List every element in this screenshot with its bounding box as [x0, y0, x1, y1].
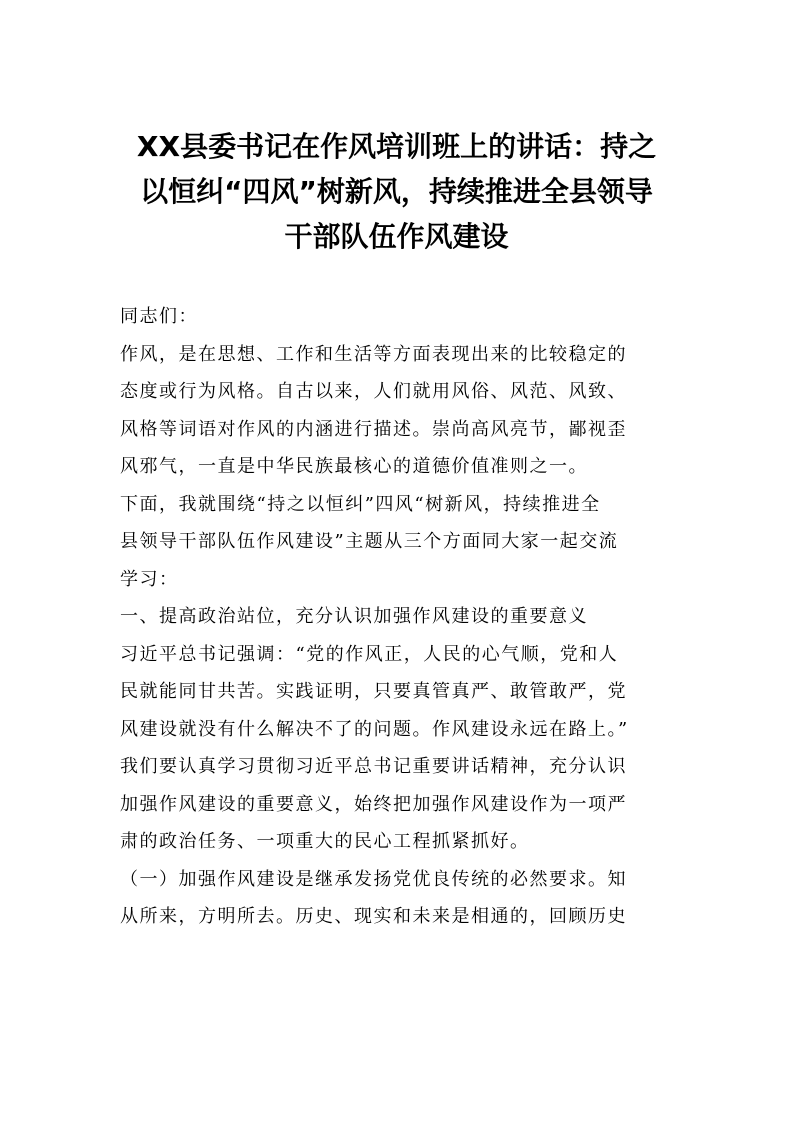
body-line: 民就能同甘共苦。实践证明，只要真管真严、敢管敢严，党 — [120, 681, 627, 702]
body-line: 县领导干部队伍作风建设”主题从三个方面同大家一起交流 — [120, 531, 619, 552]
body-line: 肃的政治任务、一项重大的民心工程抓紧抓好。 — [120, 831, 530, 852]
body-line: 风格等词语对作风的内涵进行描述。崇尚高风亮节，鄙视歪 — [120, 418, 627, 440]
body-line: 风邪气，一直是中华民族最核心的道德价值准则之一。 — [120, 456, 588, 477]
body-line: 学习： — [120, 568, 179, 590]
body-line: 风建设就没有什么解决不了的问题。作风建设永远在路上。” — [120, 718, 629, 740]
section-heading: 一、提高政治站位，充分认识加强作风建设的重要意义 — [120, 606, 588, 627]
title-line: XX县委书记在作风培训班上的讲话：持之 — [136, 130, 657, 163]
body-line: 习近平总书记强调：“党的作风正，人民的心气顺，党和人 — [120, 643, 619, 665]
body-line: 加强作风建设的重要意义，始终把加强作风建设作为一项严 — [120, 793, 627, 815]
document-title — [105, 124, 688, 259]
body-line: 下面，我就围绕“持之以恒纠”四风“树新风，持续推进全 — [120, 493, 601, 515]
salutation: 同志们： — [120, 306, 198, 327]
title-line: 干部队伍作风建设 — [284, 220, 509, 253]
document-body — [120, 298, 676, 936]
title-line: 以恒纠“四风”树新风，持续推进全县领导 — [140, 175, 653, 208]
body-line: 态度或行为风格。自古以来，人们就用风俗、风范、风致、 — [120, 381, 627, 402]
body-line: 我们要认真学习贯彻习近平总书记重要讲话精神，充分认识 — [120, 756, 627, 777]
body-line: 作风，是在思想、工作和生活等方面表现出来的比较稳定的 — [120, 343, 627, 365]
subsection-heading: （一）加强作风建设是继承发扬党优良传统的必然要求。知 — [120, 868, 627, 890]
body-line: 从所来，方明所去。历史、现实和未来是相通的，回顾历史 — [120, 906, 627, 927]
